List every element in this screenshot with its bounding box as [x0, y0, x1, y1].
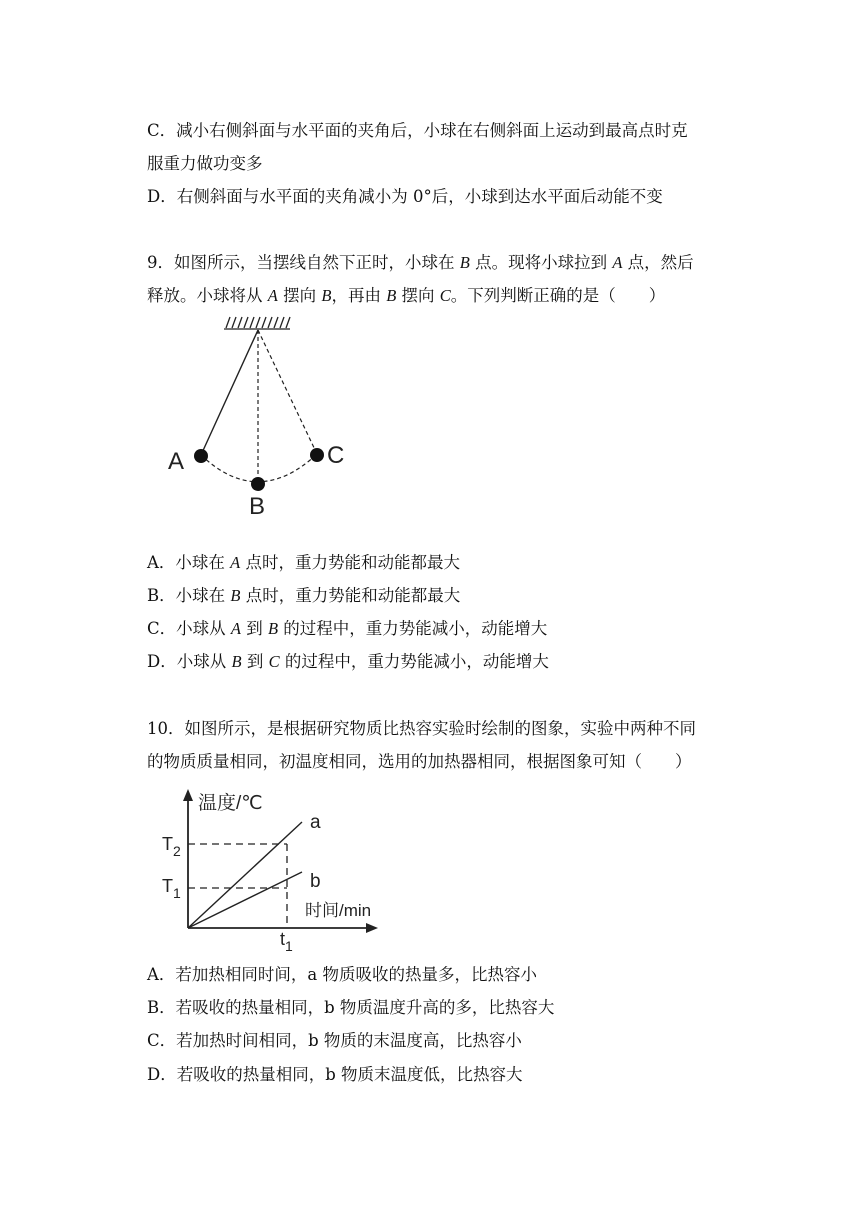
t1-label: $T_1$	[162, 876, 181, 901]
label-a: A	[168, 448, 185, 475]
line-a	[188, 822, 302, 928]
q10-option-c: C．若加热时间相同，b 物质的末温度高，比热容小	[147, 1031, 522, 1050]
q10-option-d: D．若吸收的热量相同，b 物质末温度低，比热容大	[147, 1065, 523, 1084]
ball-a	[194, 449, 208, 463]
q9-stem-line1: 9．如图所示，当摆线自然下正时，小球在 B 点。现将小球拉到 A 点，然后	[147, 253, 694, 272]
ceiling-hatch	[224, 317, 290, 329]
time-t1-label: $t_1$	[280, 929, 293, 954]
q9-option-d: D．小球从 B 到 C 的过程中，重力势能减小，动能增大	[147, 652, 549, 671]
y-axis-label: 温度/℃	[198, 793, 263, 814]
pendulum-string	[201, 330, 258, 455]
ball-c	[310, 448, 324, 462]
pendulum-figure	[160, 312, 360, 522]
label-c: C	[327, 442, 345, 469]
q9-option-c: C．小球从 A 到 B 的过程中，重力势能减小，动能增大	[147, 619, 548, 638]
q9-option-a: A．小球在 A 点时，重力势能和动能都最大	[147, 553, 461, 572]
line-b	[188, 872, 302, 928]
t2-label: $T_2$	[162, 834, 181, 859]
q8-option-c-line2: 服重力做功变多	[147, 154, 263, 173]
line-a-label: a	[310, 812, 321, 833]
q10-option-a: A．若加热相同时间，a 物质吸收的热量多，比热容小	[147, 965, 537, 984]
q10-option-b: B．若吸收的热量相同，b 物质温度升高的多，比热容大	[147, 998, 555, 1017]
q9-stem-line2: 释放。小球将从 A 摆向 B，再由 B 摆向 C。下列判断正确的是（ ）	[147, 286, 666, 305]
line-b-label: b	[310, 871, 321, 892]
dashed-string-c	[258, 330, 317, 454]
q8-option-c-line1: C．减小右侧斜面与水平面的夹角后，小球在右侧斜面上运动到最高点时克	[147, 121, 688, 140]
label-b: B	[249, 493, 266, 520]
temperature-time-graph	[160, 786, 400, 956]
ball-b	[251, 477, 265, 491]
q10-stem-line1: 10．如图所示，是根据研究物质比热容实验时绘制的图象，实验中两种不同	[147, 719, 696, 738]
x-axis-label: 时间/min	[305, 901, 372, 920]
x-axis-arrow	[366, 923, 378, 933]
q8-option-d: D．右侧斜面与水平面的夹角减小为 0°后，小球到达水平面后动能不变	[147, 187, 663, 206]
y-axis-arrow	[183, 789, 193, 801]
q9-option-b: B．小球在 B 点时，重力势能和动能都最大	[147, 586, 461, 605]
q10-stem-line2: 的物质质量相同，初温度相同，选用的加热器相同，根据图象可知（ ）	[147, 752, 692, 771]
